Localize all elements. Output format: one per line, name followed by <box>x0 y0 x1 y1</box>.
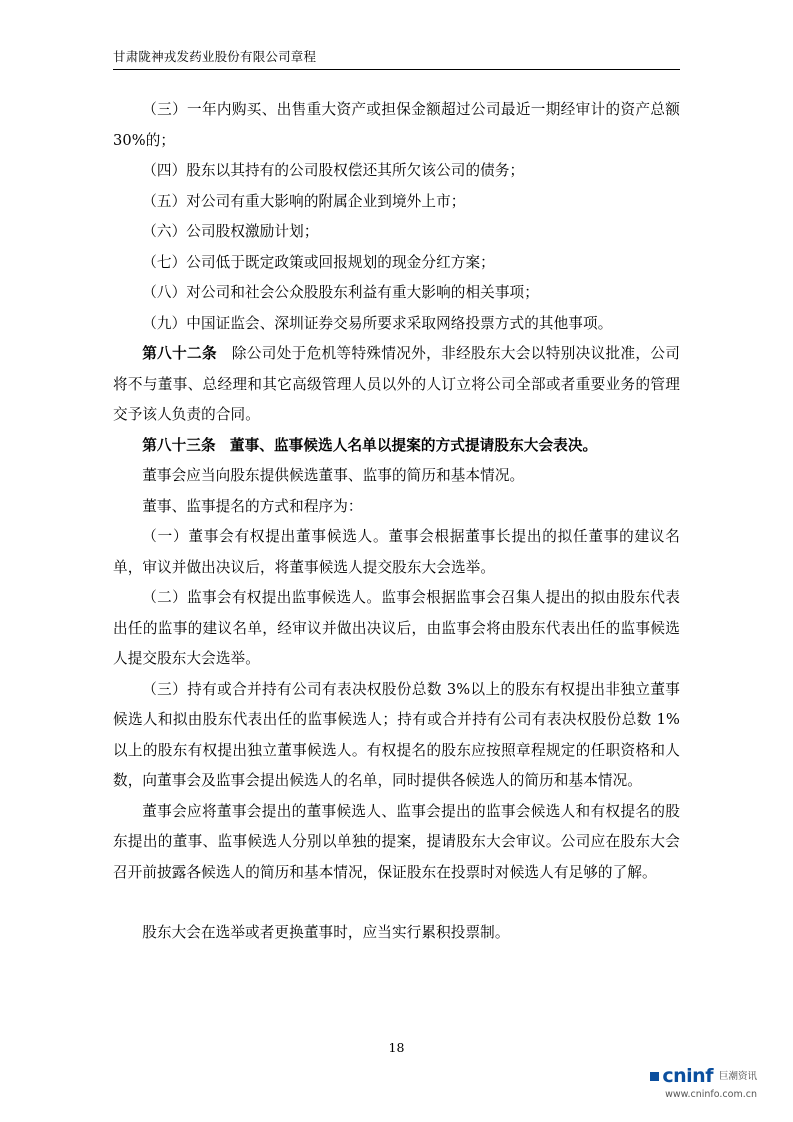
article-82-text: 除公司处于危机等特殊情况外，非经股东大会以特别决议批准，公司将不与董事、总经理和其它高级管理人员以外的人订立将公司全部或者重要业务的管理交予该人负责的合同。 <box>113 345 680 423</box>
article-82-label: 第八十二条 <box>142 345 217 362</box>
header-title: 甘肃陇神戎发药业股份有限公司章程 <box>113 49 317 64</box>
paragraph-83-item-3: （三）持有或合并持有公司有表决权股份总数 3%以上的股东有权提出非独立董事候选人和拟由股东代表出任的监事候选人；持有或合并持有公司有表决权股份总数 1%以上的股东有权提出独立董事候选人。有权提名的股东应按照章程规定的任职资格和人数，向董事会及监事会提出候选人的名单，同时提供各候选人的简历和基本情况。 <box>113 680 680 789</box>
logo-row <box>607 1065 757 1087</box>
article-83-text: 董事、监事候选人名单以提案的方式提请股东大会表决。 <box>229 436 598 454</box>
paragraph-83-4: 股东大会在选举或者更换董事时，应当实行累积投票制。 <box>142 924 510 941</box>
paragraph-item-5: （五）对公司有重大影响的附属企业到境外上市； <box>142 192 466 210</box>
logo-square-icon <box>650 1072 659 1081</box>
paragraph-83-item-2: （二）监事会有权提出监事候选人。监事会根据监事会召集人提出的拟由股东代表出任的监事的建议名单，经审议并做出决议后，由监事会将由股东代表出任的监事候选人提交股东大会选举。 <box>113 589 680 667</box>
header-divider <box>113 69 680 70</box>
paragraph-item-7: （七）公司低于既定政策或回报规划的现金分红方案； <box>142 253 495 271</box>
article-83-label: 第八十三条 <box>142 436 216 454</box>
paragraph-spacer <box>113 888 680 918</box>
page-header <box>113 48 680 70</box>
paragraph-item-9: （九）中国证监会、深圳证券交易所要求采取网络投票方式的其他事项。 <box>142 314 613 332</box>
paragraph-item-3: （三）一年内购买、出售重大资产或担保金额超过公司最近一期经审计的资产总额 30%的； <box>113 101 680 149</box>
document-body <box>113 95 680 949</box>
cninfo-logo <box>607 1065 757 1100</box>
paragraph-83-2: 董事、监事提名的方式和程序为： <box>142 497 363 515</box>
paragraph-item-8: （八）对公司和社会公众股股东利益有重大影响的相关事项； <box>142 284 539 301</box>
page-number: 18 <box>388 1040 405 1055</box>
logo-wordmark: cninf <box>662 1065 713 1087</box>
paragraph-83-3: 董事会应将董事会提出的董事候选人、监事会提出的监事会候选人和有权提名的股东提出的董事、监事候选人分别以单独的提案，提请股东大会审议。公司应在股东大会召开前披露各候选人的简历和基本情况，保证股东在投票时对候选人有足够的了解。 <box>113 802 680 881</box>
paragraph-item-6: （六）公司股权激励计划； <box>142 223 319 240</box>
paragraph-83-1: 董事会应当向股东提供候选董事、监事的简历和基本情况。 <box>142 467 525 484</box>
article-82 <box>113 339 680 431</box>
article-83 <box>113 431 680 462</box>
logo-url: www.cninfo.com.cn <box>665 1089 757 1100</box>
logo-chinese-name: 巨潮资讯 <box>718 1070 757 1082</box>
paragraph-83-item-1: （一）董事会有权提出董事候选人。董事会根据董事长提出的拟任董事的建议名单，审议并做出决议后，将董事候选人提交股东大会选举。 <box>113 528 680 576</box>
paragraph-item-4: （四）股东以其持有的公司股权偿还其所欠该公司的债务； <box>142 162 525 179</box>
